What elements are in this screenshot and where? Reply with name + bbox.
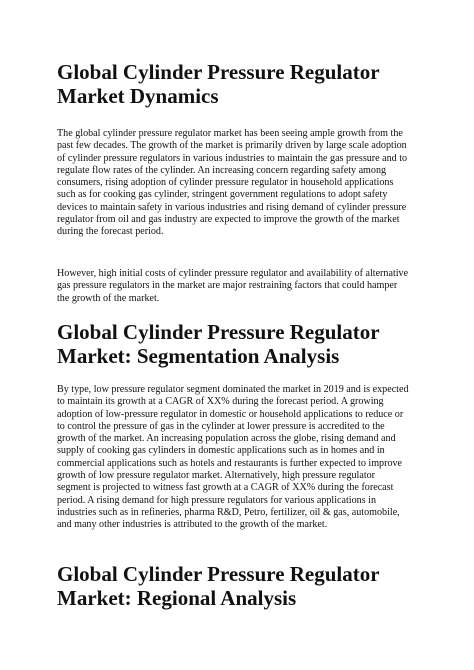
section-heading-segmentation: Global Cylinder Pressure Regulator Market: Segmentation Analysis [57,320,380,368]
paragraph-dynamics-drivers: The global cylinder pressure regulator market has been seeing ample growth from the past few decades. The growth of the market is primarily driven by large scale adoption of cylinder pressure regulators in various industries to maintain the gas pressure and to regulate flow rates of the cylinder. An increasing concern regarding safety among consumers, rising adoption of cylinder pressure regulator in household applications such as for cooking gas cylinder, stringent government regulations to adopt safety devices to maintain safety in various industries and rising demand of cylinder pressure regulator from oil and gas industry are expected to improve the growth of the market during the forecast period. [57,128,408,238]
section-segmentation [57,320,409,368]
paragraph-dynamics-drivers-wrap [57,128,409,239]
paragraph-dynamics-restraints-wrap [57,268,409,305]
paragraph-dynamics-restraints: However, high initial costs of cylinder pressure regulator and availability of alternative gas pressure regulators in the market are major restraining factors that could hamper the growth of the market. [57,268,409,304]
section-dynamics [57,60,409,108]
paragraph-segmentation-wrap [57,384,409,532]
section-regional [57,562,409,610]
section-heading-regional: Global Cylinder Pressure Regulator Market: Regional Analysis [57,562,380,610]
paragraph-segmentation: By type, low pressure regulator segment dominated the market in 2019 and is expected to maintain its growth at a CAGR of XX% during the forecast period. A growing adoption of low-pressure regulator in domestic or household applications to reduce or to control the pressure of gas in the cylinder at lower pressure is accredited to the growth of the market. An increasing population across the globe, rising demand and supply of cooking gas cylinders in domestic applications such as in homes and in commercial applications such as hotels and restaurants is further expected to improve growth of low pressure regulator market. Alternatively, high pressure regulator segment is projected to witness fast growth at a CAGR of XX% during the forecast period. A rising demand for high pressure regulators for various applications in industries such as in refineries, pharma R&D, Petro, fertilizer, oil & gas, automobile, and many other industries is attributed to the growth of the market. [57,384,409,531]
section-heading-dynamics: Global Cylinder Pressure Regulator Market Dynamics [57,60,380,108]
